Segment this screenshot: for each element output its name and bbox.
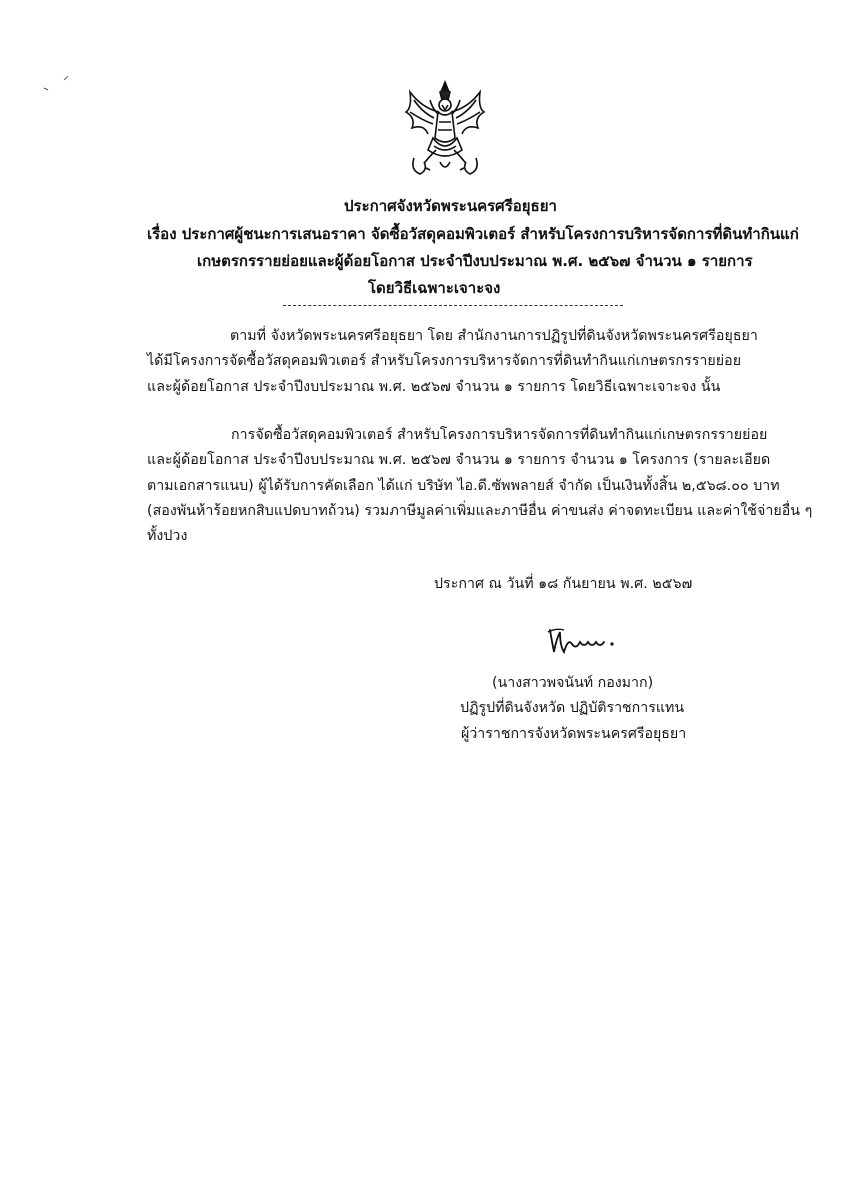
signer-position-1: ปฏิรูปที่ดินจังหวัด ปฏิบัติราชการแทน: [460, 700, 685, 716]
scan-smudge: [38, 72, 78, 102]
paragraph-1-line-1: ตามที่ จังหวัดพระนครศรีอยุธยา โดย สำนักงานการปฏิรูปที่ดินจังหวัดพระนครศรีอยุธยา: [230, 328, 758, 344]
paragraph-1-line-3: และผู้ด้อยโอกาส ประจำปีงบประมาณ พ.ศ. ๒๕๖๗ จำนวน ๑ รายการ โดยวิธีเฉพาะเจาะจง นั้น: [147, 379, 721, 395]
subject-line-1: เรื่อง ประกาศผู้ชนะการเสนอราคา จัดซื้อวัสดุคอมพิวเตอร์ สำหรับโครงการบริหารจัดการที่ดินทำกินแก่: [147, 225, 799, 243]
subject-line-3: โดยวิธีเฉพาะเจาะจง: [368, 279, 501, 297]
signer-position-2: ผู้ว่าราชการจังหวัดพระนครศรีอยุธยา: [461, 726, 687, 742]
paragraph-2-line-2: และผู้ด้อยโอกาส ประจำปีงบประมาณ พ.ศ. ๒๕๖๗ จำนวน ๑ รายการ จำนวน ๑ โครงการ (รายละเอียด: [147, 452, 771, 468]
paragraph-1-line-2: ได้มีโครงการจัดซื้อวัสดุคอมพิวเตอร์ สำหรับโครงการบริหารจัดการที่ดินทำกินแก่เกษตรกรรายย่อย: [147, 353, 742, 369]
signer-name: (นางสาวพจนันท์ กองมาก): [492, 675, 654, 691]
garuda-emblem-icon: [400, 78, 490, 178]
paragraph-2-line-5: ทั้งปวง: [147, 528, 188, 544]
paragraph-2-line-1: การจัดซื้อวัสดุคอมพิวเตอร์ สำหรับโครงการบริหารจัดการที่ดินทำกินแก่เกษตรกรรายย่อย: [231, 427, 768, 443]
paragraph-2-line-3: ตามเอกสารแนบ) ผู้ได้รับการคัดเลือก ได้แก่ บริษัท ไอ.ดี.ซัพพลายส์ จำกัด เป็นเงินทั้งสิ้น ๒,๕๖๘.๐๐ บาท: [147, 478, 780, 494]
announcement-title: ประกาศจังหวัดพระนครศรีอยุธยา: [344, 197, 557, 215]
paragraph-2-line-4: (สองพันห้าร้อยหกสิบแปดบาทถ้วน) รวมภาษีมูลค่าเพิ่มและภาษีอื่น ค่าขนส่ง ค่าจดทะเบียน และค่าใช้จ่ายอื่น ๆ: [147, 503, 813, 519]
title-divider: [283, 305, 623, 306]
announce-date: ประกาศ ณ วันที่ ๑๘ กันยายน พ.ศ. ๒๕๖๗: [434, 576, 693, 592]
handwritten-signature: [546, 622, 626, 662]
subject-line-2: เกษตรกรรายย่อยและผู้ด้อยโอกาส ประจำปีงบประมาณ พ.ศ. ๒๕๖๗ จำนวน ๑ รายการ: [197, 252, 753, 270]
